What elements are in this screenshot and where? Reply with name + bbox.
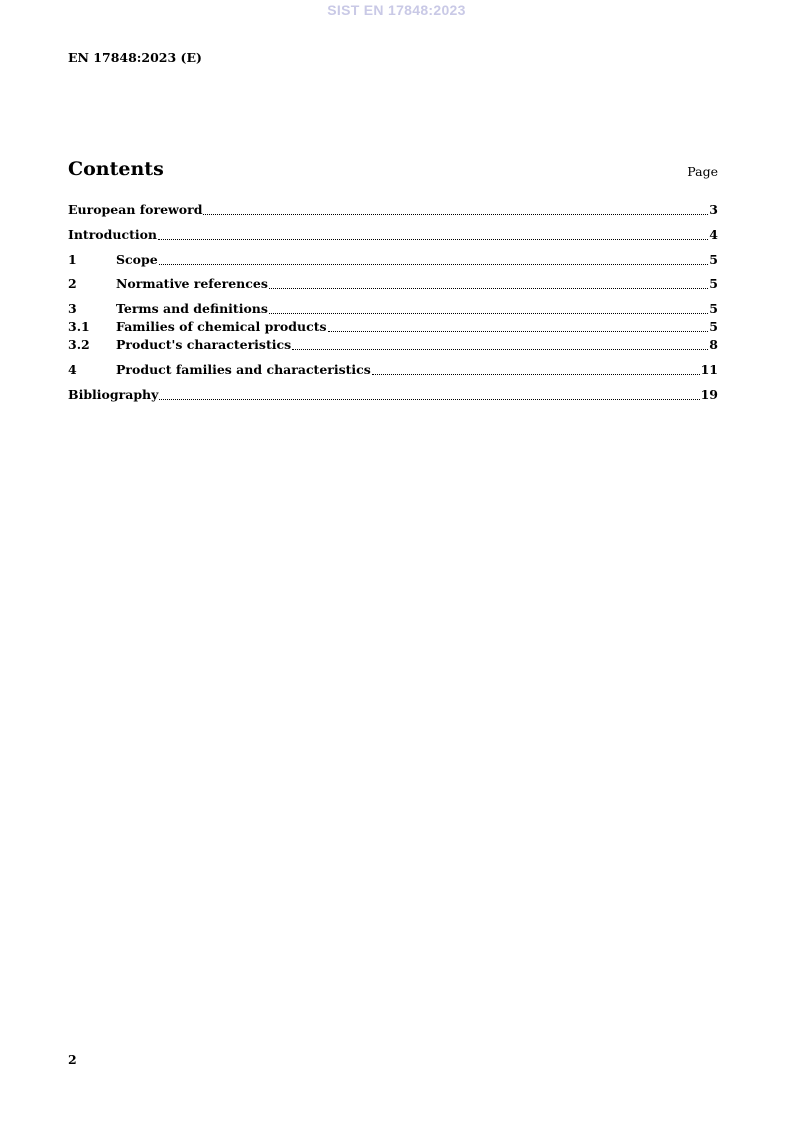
- toc-entry-page: 4: [709, 227, 718, 242]
- toc-entry-number: 4: [68, 362, 77, 377]
- toc-entry-terms-and-definitions[interactable]: [68, 301, 718, 317]
- toc-entry-introduction[interactable]: [68, 227, 718, 243]
- toc-entry-title: Normative references: [116, 276, 268, 291]
- toc-leader-dots: [328, 330, 709, 332]
- toc-entry-title: European foreword: [68, 202, 203, 217]
- toc-entry-page: 5: [709, 319, 718, 334]
- toc-entry-number: 1: [68, 252, 77, 267]
- contents-header: [68, 158, 718, 184]
- standard-id: EN 17848:2023 (E): [68, 50, 202, 65]
- toc-entry-page: 8: [709, 337, 718, 352]
- toc-leader-dots: [203, 213, 708, 215]
- toc-entry-title: Product families and characteristics: [116, 362, 371, 377]
- contents-title: Contents: [68, 158, 164, 180]
- toc-entry-number: 3.1: [68, 319, 90, 334]
- toc-entry-title: Bibliography: [68, 387, 159, 402]
- toc-entry-normative-references[interactable]: [68, 276, 718, 292]
- toc-entry-page: 19: [700, 387, 718, 402]
- toc-entry-bibliography[interactable]: [68, 387, 718, 403]
- page-column-label: Page: [687, 164, 718, 179]
- toc-leader-dots: [158, 238, 708, 240]
- toc-entry-title: Terms and definitions: [116, 301, 268, 316]
- toc-entry-title: Product's characteristics: [116, 337, 292, 352]
- toc-entry-number: 2: [68, 276, 77, 291]
- toc-entry-european-foreword[interactable]: [68, 202, 718, 218]
- toc-leader-dots: [269, 312, 708, 314]
- toc-leader-dots: [159, 398, 699, 400]
- toc-entry-families-of-chemical-products[interactable]: [68, 319, 718, 335]
- watermark: SIST EN 17848:2023: [327, 2, 466, 18]
- toc-entry-page: 5: [709, 276, 718, 291]
- toc-entry-page: 11: [700, 362, 718, 377]
- toc-entry-products-characteristics[interactable]: [68, 337, 718, 353]
- toc-entry-page: 3: [709, 202, 718, 217]
- page-number: 2: [68, 1052, 77, 1067]
- toc-leader-dots: [372, 373, 700, 375]
- toc-entry-product-families-and-characteristics[interactable]: [68, 362, 718, 378]
- toc-entry-number: 3.2: [68, 337, 90, 352]
- toc-entry-title: Families of chemical products: [116, 319, 327, 334]
- toc-entry-page: 5: [709, 252, 718, 267]
- toc-leader-dots: [269, 287, 708, 289]
- toc-entry-title: Introduction: [68, 227, 158, 242]
- toc-leader-dots: [292, 348, 708, 350]
- toc-entry-scope[interactable]: [68, 252, 718, 268]
- toc-entry-number: 3: [68, 301, 77, 316]
- toc-entry-page: 5: [709, 301, 718, 316]
- toc-leader-dots: [159, 263, 709, 265]
- toc-entry-title: Scope: [116, 252, 158, 267]
